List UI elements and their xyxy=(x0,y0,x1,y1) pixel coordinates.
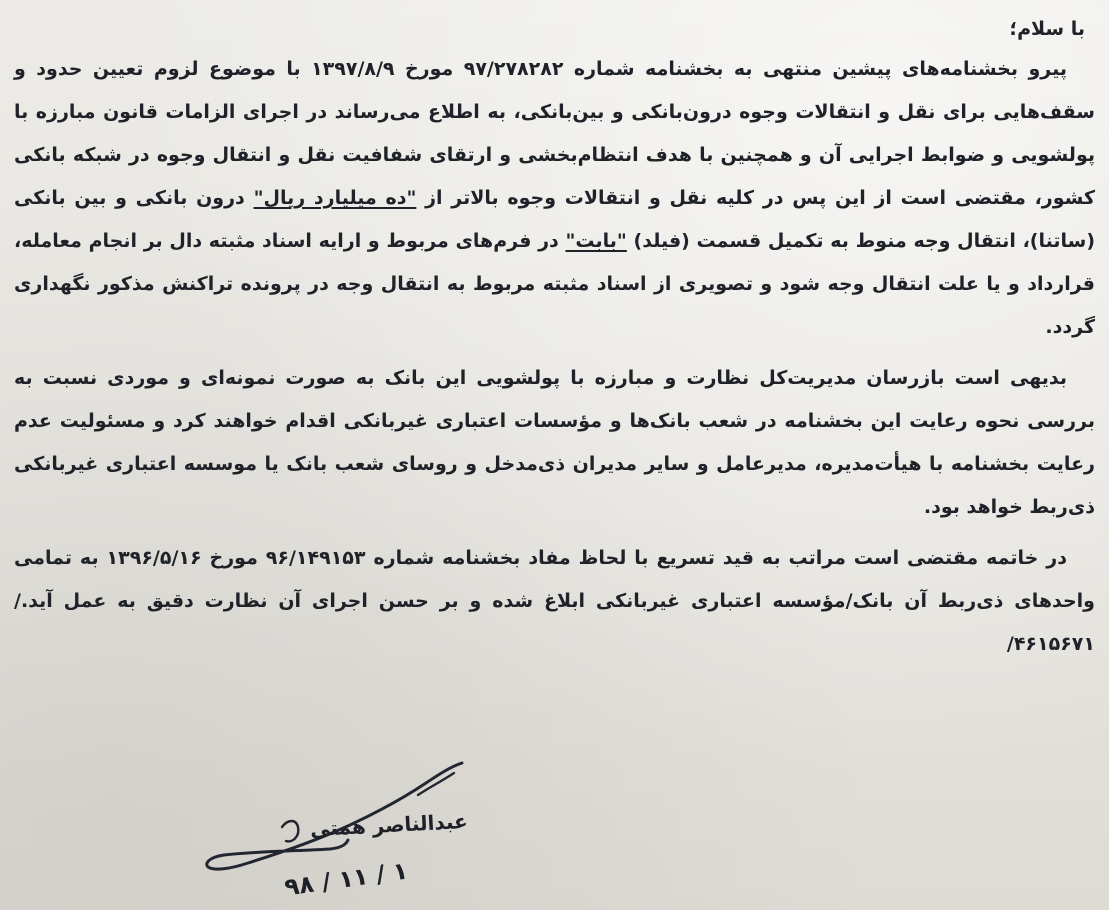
field-name-babat: "بابت" xyxy=(565,230,627,252)
transfer-threshold-amount: "ده میلیارد ریال" xyxy=(253,187,417,209)
paragraph-directive-text-3: در فرم‌های مربوط و ارایه اسناد مثبته دال بر انجام معامله، قرارداد و یا علت انتقال وجه شود و تصویری از اسناد مثبته مربوط به انتقال وجه در پرونده تراکنش مذکور نگهداری گردد. xyxy=(14,230,1095,338)
signature-block xyxy=(200,745,480,910)
paragraph-directive-text-2: درون بانکی و بین بانکی (ساتنا)، انتقال وجه منوط به تکمیل قسمت (فیلد) xyxy=(14,187,1096,252)
paragraph-directive-text-1: پیرو بخشنامه‌های پیشین منتهی به بخشنامه شماره ۹۷/۲۷۸۲۸۲ مورخ ۱۳۹۷/۸/۹ با موضوع لزوم تعیین حدود و سقف‌هایی برای نقل و انتقالات وجوه درون‌بانکی و بین‌بانکی، به اطلاع می‌رساند در اجرای الزامات قانون مبارزه با پولشویی و ضوابط اجرایی آن و همچنین با هدف انتظام‌بخشی و ارتقای شفافیت نقل و انتقال وجوه در شبکه بانکی کشور، مقتضی است از این پس در کلیه نقل و انتقالات وجوه بالاتر از xyxy=(14,58,1096,209)
letter-body xyxy=(14,8,1095,666)
signer-name: عبدالناصر همتی xyxy=(309,808,469,842)
letter-greeting: با سلام؛ xyxy=(1009,18,1085,40)
signature-date: ۹۸ / ۱۱ / ۱ xyxy=(282,856,410,902)
paragraph-inspection: بدیهی است بازرسان مدیریت‌کل نظارت و مبارزه با پولشویی این بانک به صورت نمونه‌ای و موردی نسبت به بررسی نحوه رعایت این بخشنامه در شعب بانک‌ها و مؤسسات اعتباری غیربانکی اقدام خواهند کرد و مسئولیت عدم رعایت بخشنامه با هیأت‌مدیره، مدیرعامل و سایر مدیران ذی‌مدخل و روسای شعب بانک یا موسسه اعتباری غیربانکی ذی‌ربط خواهد بود. xyxy=(14,367,1095,518)
paragraph-closing: در خاتمه مقتضی است مراتب به قید تسریع با لحاظ مفاد بخشنامه شماره ۹۶/۱۴۹۱۵۳ مورخ ۱۳۹۶/۵/۱۶ به تمامی واحدهای ذی‌ربط آن بانک/مؤسسه اعتباری غیربانکی ابلاغ شده و بر حسن اجرای آن نظارت دقیق به عمل آید./۴۶۱۵۶۷۱/ xyxy=(14,547,1095,655)
paragraph-directive xyxy=(14,48,1095,349)
